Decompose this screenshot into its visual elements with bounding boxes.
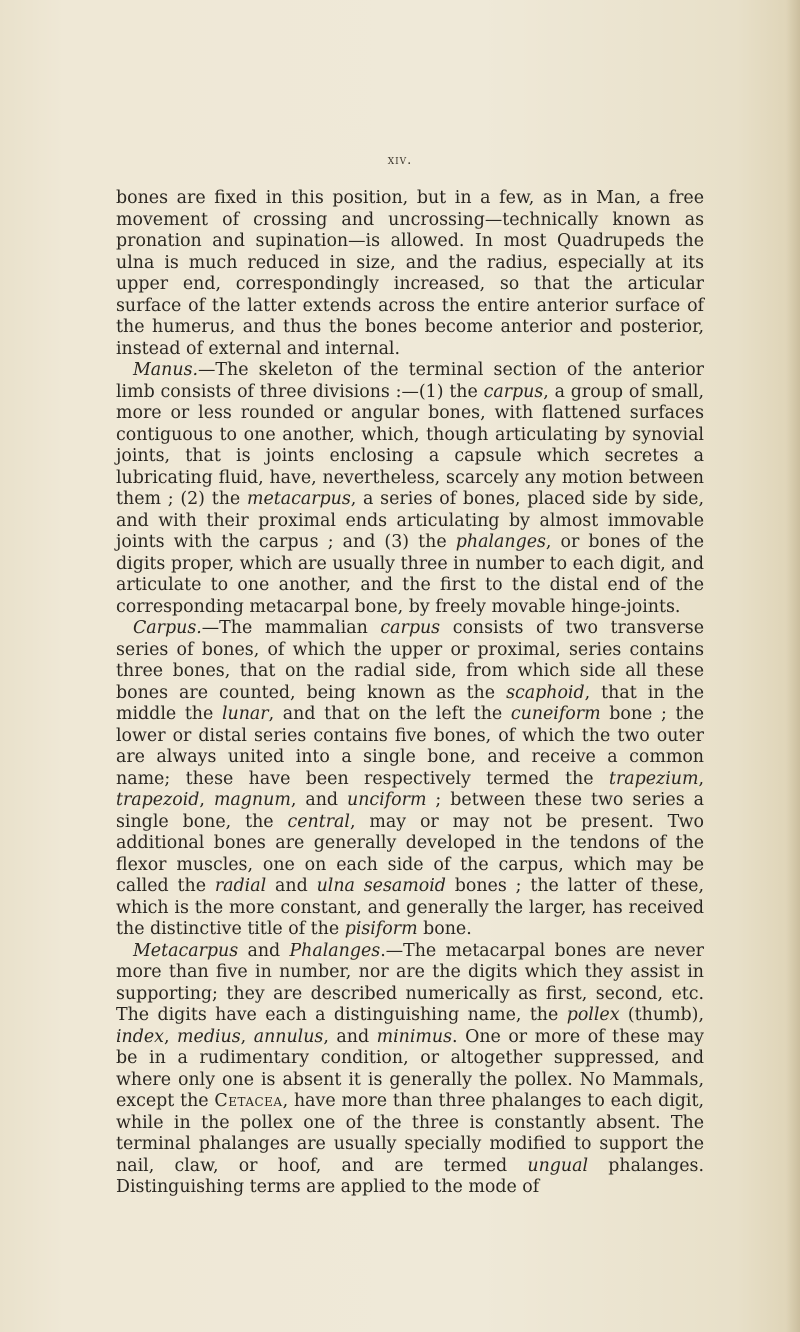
- text-run: , have more than three phalanges to each digit, while in the pollex one of the three is constantly absent. The terminal phalanges are usually specially modified to support the nail, claw, or hoof, and are termed: [116, 1091, 704, 1176]
- text-run: .—The metacarpal bones are never more than five in number, nor are the digits which they assist in supporting; they are described numerically as first, second, etc. The digits have each a distinguishing name, the: [116, 940, 704, 1025]
- italic-term: Carpus.: [133, 618, 202, 638]
- text-run: ,: [240, 1026, 254, 1047]
- text-run: , a group of small, more or less rounded or angular bones, with flattened surfaces contiguous to one another, which, though articulating by synovial joints, that is joints enclosing a capsule which secretes a lubricating fluid, have, nevertheless, scarcely any motion between them ; (2) the: [116, 381, 704, 509]
- italic-term: Metacarpus: [133, 940, 239, 961]
- italic-term: annulus: [253, 1026, 324, 1047]
- text-run: and: [266, 876, 317, 896]
- paragraph-manus: [116, 360, 704, 618]
- text-run: ,: [698, 768, 704, 789]
- text-run: bones are fixed in this position, but in a few, as in Man, a free movement of crossing and uncrossing—technically known as pronation and supination—is allowed. In most Quadrupeds the ulna is much reduced in size, and the radius, especially at its upper end, correspondingly increased, so that the articular surface of the latter extends across the entire anterior surface of the humerus, and thus the bones become anterior and posterior, instead of external and internal.: [116, 188, 704, 359]
- text-run: , or bones of the digits proper, which are usually three in number to each digit, and articulate to one another, and the first to the distal end of the corresponding metacarpal bone, by freely movable hinge-joints.: [116, 532, 704, 617]
- italic-term: medius: [177, 1026, 241, 1047]
- italic-term: ulna sesamoid: [316, 876, 446, 896]
- paragraph-carpus: [116, 618, 704, 941]
- text-run: and: [238, 940, 290, 961]
- italic-term: radial: [214, 876, 267, 896]
- italic-term: pisiform: [344, 919, 418, 939]
- italic-term: trapezoid: [116, 790, 200, 810]
- text-run: ; between these two series a single bone, the: [116, 790, 704, 832]
- page-number: xiv.: [387, 153, 413, 168]
- italic-term: Phalanges: [289, 940, 381, 961]
- text-run: (thumb),: [619, 1005, 704, 1025]
- text-run: consists of two transverse series of bones, of which the upper or proximal, series contains three bones, that on the radial side, from which side all these bones are counted, being known as the: [116, 618, 704, 703]
- italic-term: cuneiform: [510, 704, 601, 724]
- text-run: —The skeleton of the terminal section of the anterior limb consists of three divisions :—(1) the: [116, 360, 704, 402]
- text-run: ,: [164, 1026, 178, 1047]
- text-run: bones ; the latter of these, which is the more constant, and generally the larger, has received the distinctive title of the: [116, 876, 704, 939]
- small-caps-term: Cetacea: [214, 1091, 283, 1111]
- text-run: bone ; the lower or distal series contains five bones, of which the two outer are always united into a single bone, and receive a common name; these have been respectively termed the: [116, 704, 704, 789]
- italic-term: ungual: [527, 1155, 589, 1176]
- italic-term: carpus: [483, 381, 544, 402]
- italic-term: unciform: [347, 790, 427, 810]
- text-run: ,: [199, 790, 214, 810]
- italic-term: magnum: [213, 790, 291, 810]
- italic-term: central: [287, 811, 350, 832]
- paragraph-forearm: [116, 188, 704, 360]
- italic-term: lunar: [221, 704, 269, 724]
- text-run: —The mammalian: [201, 618, 381, 638]
- paragraph-metacarpus-phalanges: [116, 941, 704, 1199]
- italic-term: index: [116, 1026, 164, 1047]
- italic-term: phalanges: [455, 532, 546, 552]
- page-edge-shadow: [786, 0, 800, 1332]
- text-run: . One or more of these may be in a rudimentary condition, or altogether suppressed, and where only one is absent it is generally the pollex. No Mammals, except the: [116, 1026, 704, 1111]
- body-text: [116, 188, 704, 1199]
- italic-term: metacarpus: [246, 489, 351, 509]
- text-run: , may or may not be present. Two additional bones are generally developed in the tendons of the flexor muscles, one on each side of the carpus, which may be called the: [116, 811, 704, 896]
- text-run: , and: [323, 1026, 377, 1047]
- text-run: bone.: [417, 919, 472, 939]
- text-run: , a series of bones, placed side by side, and with their proximal ends articulating by almost immovable joints with the carpus ; and (3) the: [116, 489, 704, 552]
- text-run: , and that on the left the: [268, 704, 511, 724]
- text-run: phalanges. Distinguishing terms are applied to the mode of: [116, 1155, 704, 1197]
- text-run: , that in the middle the: [116, 682, 704, 724]
- italic-term: Manus.: [133, 360, 199, 380]
- italic-term: scaphoid: [506, 682, 585, 703]
- italic-term: trapezium: [608, 768, 699, 789]
- italic-term: pollex: [566, 1005, 620, 1025]
- italic-term: carpus: [380, 618, 441, 638]
- italic-term: minimus: [376, 1026, 453, 1047]
- text-run: , and: [290, 790, 348, 810]
